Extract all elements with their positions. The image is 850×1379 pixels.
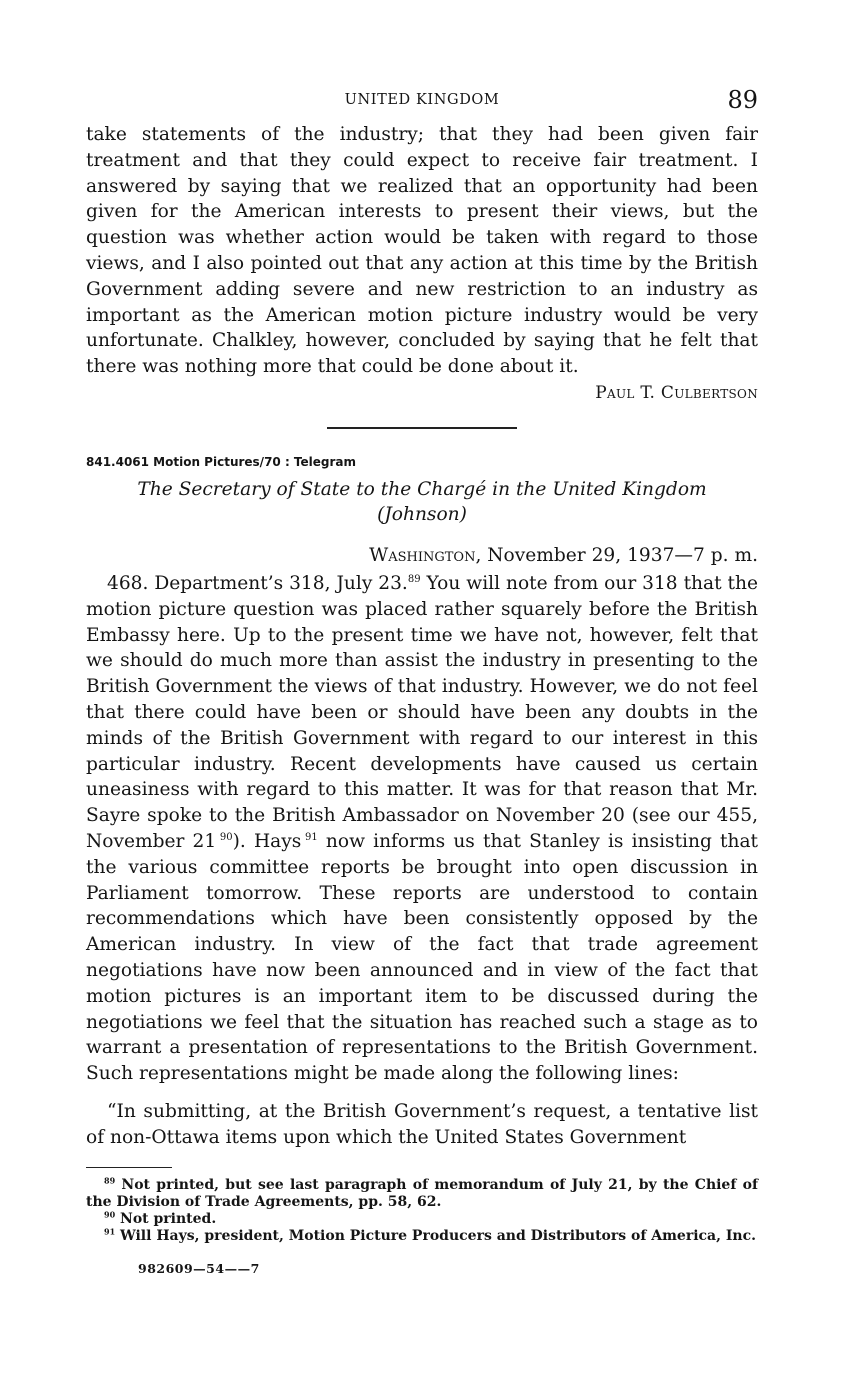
dateline-place: Washington, xyxy=(369,544,482,566)
page xyxy=(86,86,758,1276)
running-header xyxy=(86,86,758,122)
document-title-line1: The Secretary of State to the Chargé in the United Kingdom xyxy=(137,478,707,500)
footnote-divider xyxy=(86,1167,172,1168)
footnote-90 xyxy=(86,1208,758,1228)
continued-paragraph: take statements of the industry; that they had been given fair treatment and that they could expect to receive fair treatment. I answered by saying that we realized that an opportunity had been given for the American interests to present their views, but the question was whether action would be taken with regard to those views, and I also pointed out that any action at this time by the British Government adding severe and new restriction to an industry as important as the American motion picture industry would be very unfortunate. Chalkley, however, concluded by saying that he felt that there was nothing more that could be done about it. xyxy=(86,124,758,378)
printer-code: 982609—54——7 xyxy=(138,1260,260,1276)
telegram-paragraph-2: “In submitting, at the British Government’s request, a tentative list of non-Ottawa items upon which the United States Government xyxy=(86,1100,758,1148)
section-divider xyxy=(327,427,517,429)
footnote-mark: 91 xyxy=(104,1225,116,1236)
dateline-date: November 29, 1937—7 p. m. xyxy=(481,544,758,566)
footnote-ref-90: 90 xyxy=(219,831,233,843)
footnotes xyxy=(86,1174,759,1245)
signature-name: Paul T. Culbertson xyxy=(595,382,758,403)
footnote-89 xyxy=(86,1174,759,1211)
para1-text-c: ). Hays xyxy=(232,830,302,852)
signature xyxy=(86,383,758,409)
para1-text-a: 468. Department’s 318, July 23. xyxy=(107,572,408,594)
telegram-paragraph-1 xyxy=(86,571,758,1087)
page-number: 89 xyxy=(727,86,758,114)
file-reference: 841.4061 Motion Pictures/70 : Telegram xyxy=(86,454,357,469)
document-title-line2: (Johnson) xyxy=(377,503,467,525)
footnote-mark: 89 xyxy=(104,1174,116,1185)
running-title: UNITED KINGDOM xyxy=(344,92,500,108)
footnote-text: Will Hays, president, Motion Picture Producers and Distributors of America, Inc. xyxy=(120,1227,757,1244)
footnote-text: Not printed. xyxy=(120,1210,217,1227)
dateline xyxy=(86,545,758,571)
para1-text-d: now informs us that Stanley is insisting that the various committee reports be brought into open discussion in Parliament tomorrow. These reports are understood to contain recommendations which have been consistently opposed by the American industry. In view of the fact that trade agreement negotiations have now been announced and in view of the fact that motion pictures is an important item to be discussed during the negotiations we feel that the situation has reached such a stage as to warrant a presentation of representations to the British Government. Such representations might be made along the following lines: xyxy=(86,830,759,1085)
footnote-91 xyxy=(86,1225,758,1245)
para1-text-b: You will note from our 318 that the motion picture question was placed rather squarely before the British Embassy here. Up to the present time we have not, however, felt that we should do much more than assist the industry in presenting to the British Government the views of that industry. However, we do not feel that there could have been or should have been any doubts in the minds of the British Government with regard to our interest in this particular industry. Recent developments have caused us certain uneasiness with regard to this matter. It was for that reason that Mr. Sayre spoke to the British Ambassador on November 20 (see our 455, November 21 xyxy=(86,572,758,852)
footnote-text: Not printed, but see last paragraph of memorandum of July 21, by the Chief of the Division of Trade Agreements, pp. 58, 62. xyxy=(86,1176,759,1210)
footnote-ref-89: 89 xyxy=(407,573,421,585)
footnote-ref-91: 91 xyxy=(305,831,318,843)
document-title xyxy=(86,477,758,527)
footnote-mark: 90 xyxy=(104,1208,116,1219)
